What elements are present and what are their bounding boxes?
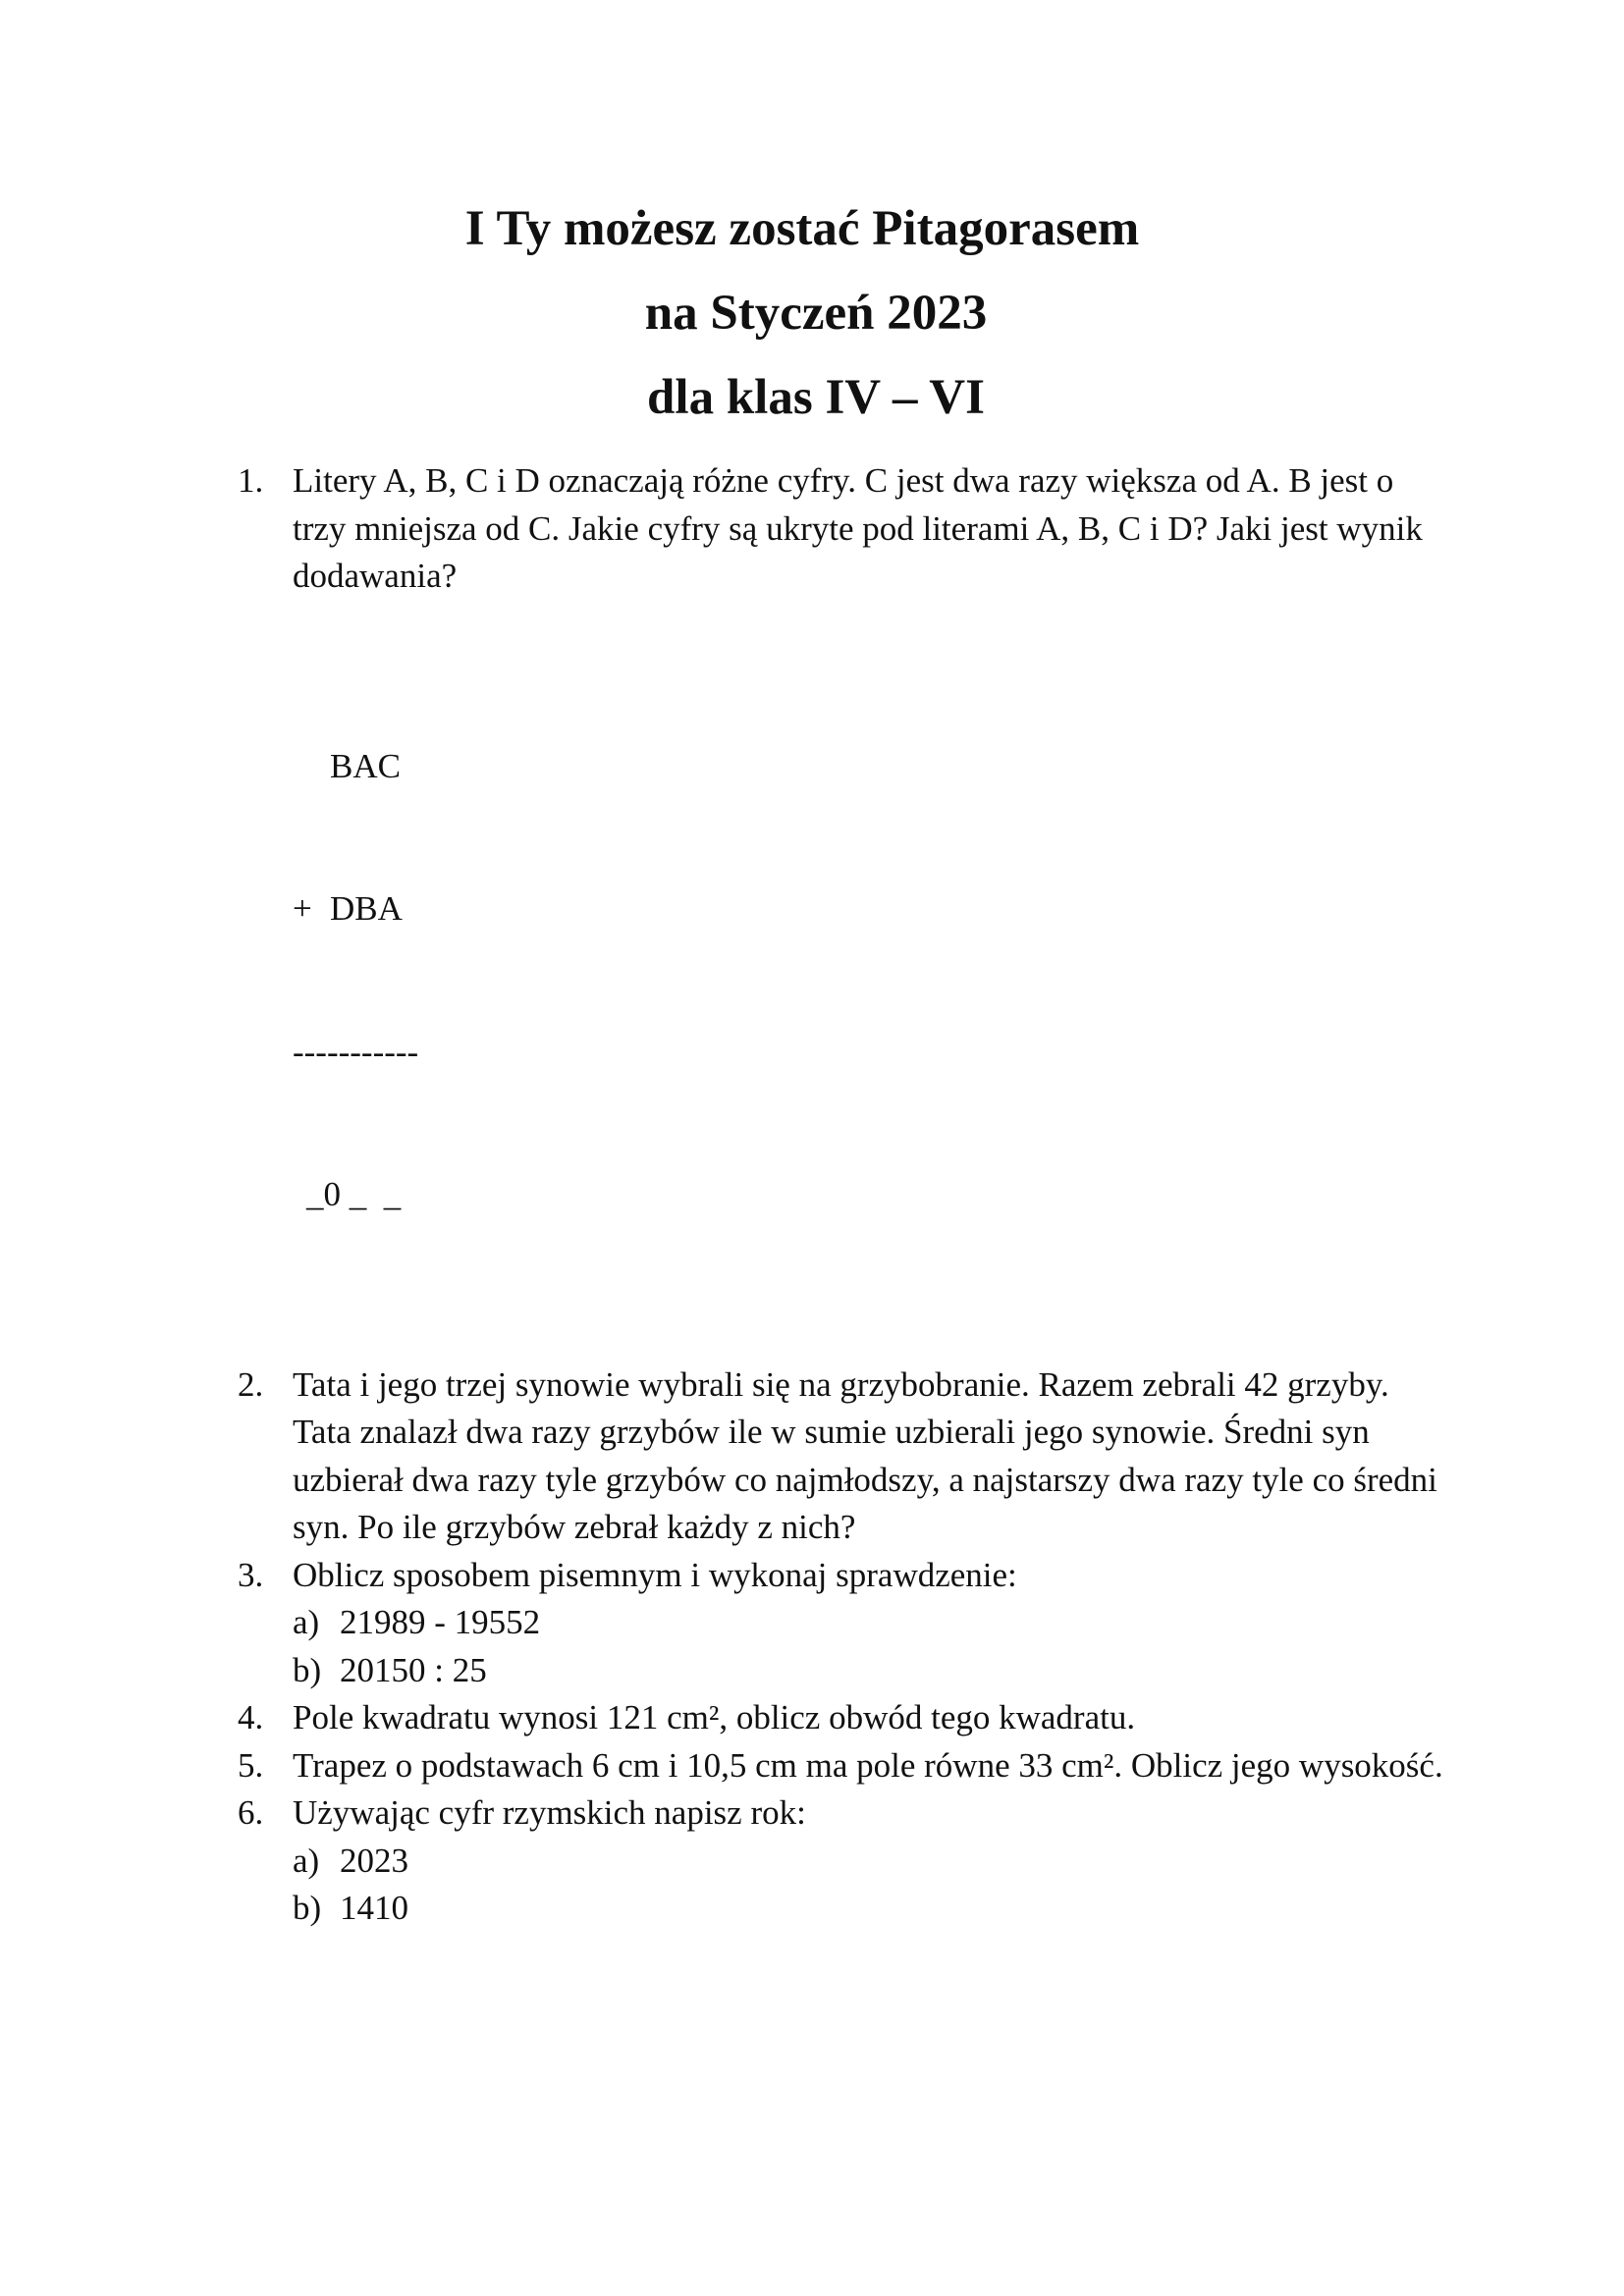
sum-divider: ----------- — [293, 1032, 419, 1071]
sub-item-a — [293, 1599, 1445, 1647]
sub-item-text: 1410 — [340, 1889, 408, 1927]
task-text: Pole kwadratu wynosi 121 cm², oblicz obwód tego kwadratu. — [293, 1698, 1136, 1736]
sub-item-b — [293, 1885, 1445, 1933]
sub-item-letter: a) — [293, 1841, 320, 1880]
sub-item-text: 2023 — [340, 1841, 408, 1880]
title-line-3: dla klas IV – VI — [647, 370, 985, 425]
title-line-2: na Styczeń 2023 — [644, 286, 988, 341]
sub-item-b — [293, 1647, 1445, 1695]
sub-item-a — [293, 1838, 1445, 1886]
task-number: 2. — [238, 1364, 264, 1404]
plus-sign: + — [293, 889, 312, 928]
task-1 — [238, 457, 1445, 1362]
addend-1: BAC — [330, 746, 401, 785]
task-body — [293, 1552, 1445, 1695]
task-number: 6. — [238, 1793, 264, 1832]
task-number: 1. — [238, 461, 264, 500]
sub-item-text: 20150 : 25 — [340, 1650, 487, 1689]
sub-item-letter: b) — [293, 1889, 322, 1927]
task-text: Trapez o podstawach 6 cm i 10,5 cm ma pole równe 33 cm². Oblicz jego wysokość. — [293, 1745, 1443, 1785]
task-text: Używając cyfr rzymskich napisz rok: — [293, 1793, 806, 1832]
task-3 — [238, 1552, 1445, 1695]
task-text: Tata i jego trzej synowie wybrali się na grzybobranie. Razem zebrali 42 grzyby. Tata znalazł dwa razy grzybów ile w sumie uzbierali jego synowie. Średni syn uzbierał dwa razy tyle grzybów co najmłodszy, a najstarszy dwa razy tyle co średni syn. Po ile grzybów zebrał każdy z nich? — [293, 1364, 1437, 1546]
task-2 — [238, 1362, 1445, 1552]
title-line-1: I Ty możesz zostać Pitagorasem — [464, 201, 1140, 256]
addition-puzzle — [293, 648, 1445, 1314]
task-number: 4. — [238, 1698, 264, 1736]
task-6 — [238, 1789, 1445, 1933]
sum-result: _0 _ _ — [306, 1175, 402, 1213]
addend-2: DBA — [330, 889, 403, 928]
sub-item-letter: a) — [293, 1603, 320, 1641]
task-text: Oblicz sposobem pisemnym i wykonaj sprawdzenie: — [293, 1555, 1017, 1594]
task-4 — [238, 1694, 1445, 1742]
task-text: Litery A, B, C i D oznaczają różne cyfry. C jest dwa razy większa od A. B jest o trzy mniejsza od C. Jakie cyfry są ukryte pod literami A, B, C i D? Jaki jest wynik dodawania? — [293, 461, 1423, 595]
sub-item-text: 21989 - 19552 — [340, 1603, 541, 1641]
page-title — [0, 187, 1624, 440]
task-number: 3. — [238, 1555, 264, 1594]
task-body — [293, 1742, 1445, 1790]
task-number: 5. — [238, 1745, 264, 1785]
task-list — [238, 457, 1445, 1933]
task-body — [293, 1694, 1445, 1742]
task-body — [293, 1362, 1445, 1552]
task-body — [293, 457, 1445, 1362]
task-body — [293, 1789, 1445, 1933]
addend-2-row — [293, 885, 1445, 934]
task-5 — [238, 1742, 1445, 1790]
sub-item-letter: b) — [293, 1650, 322, 1689]
